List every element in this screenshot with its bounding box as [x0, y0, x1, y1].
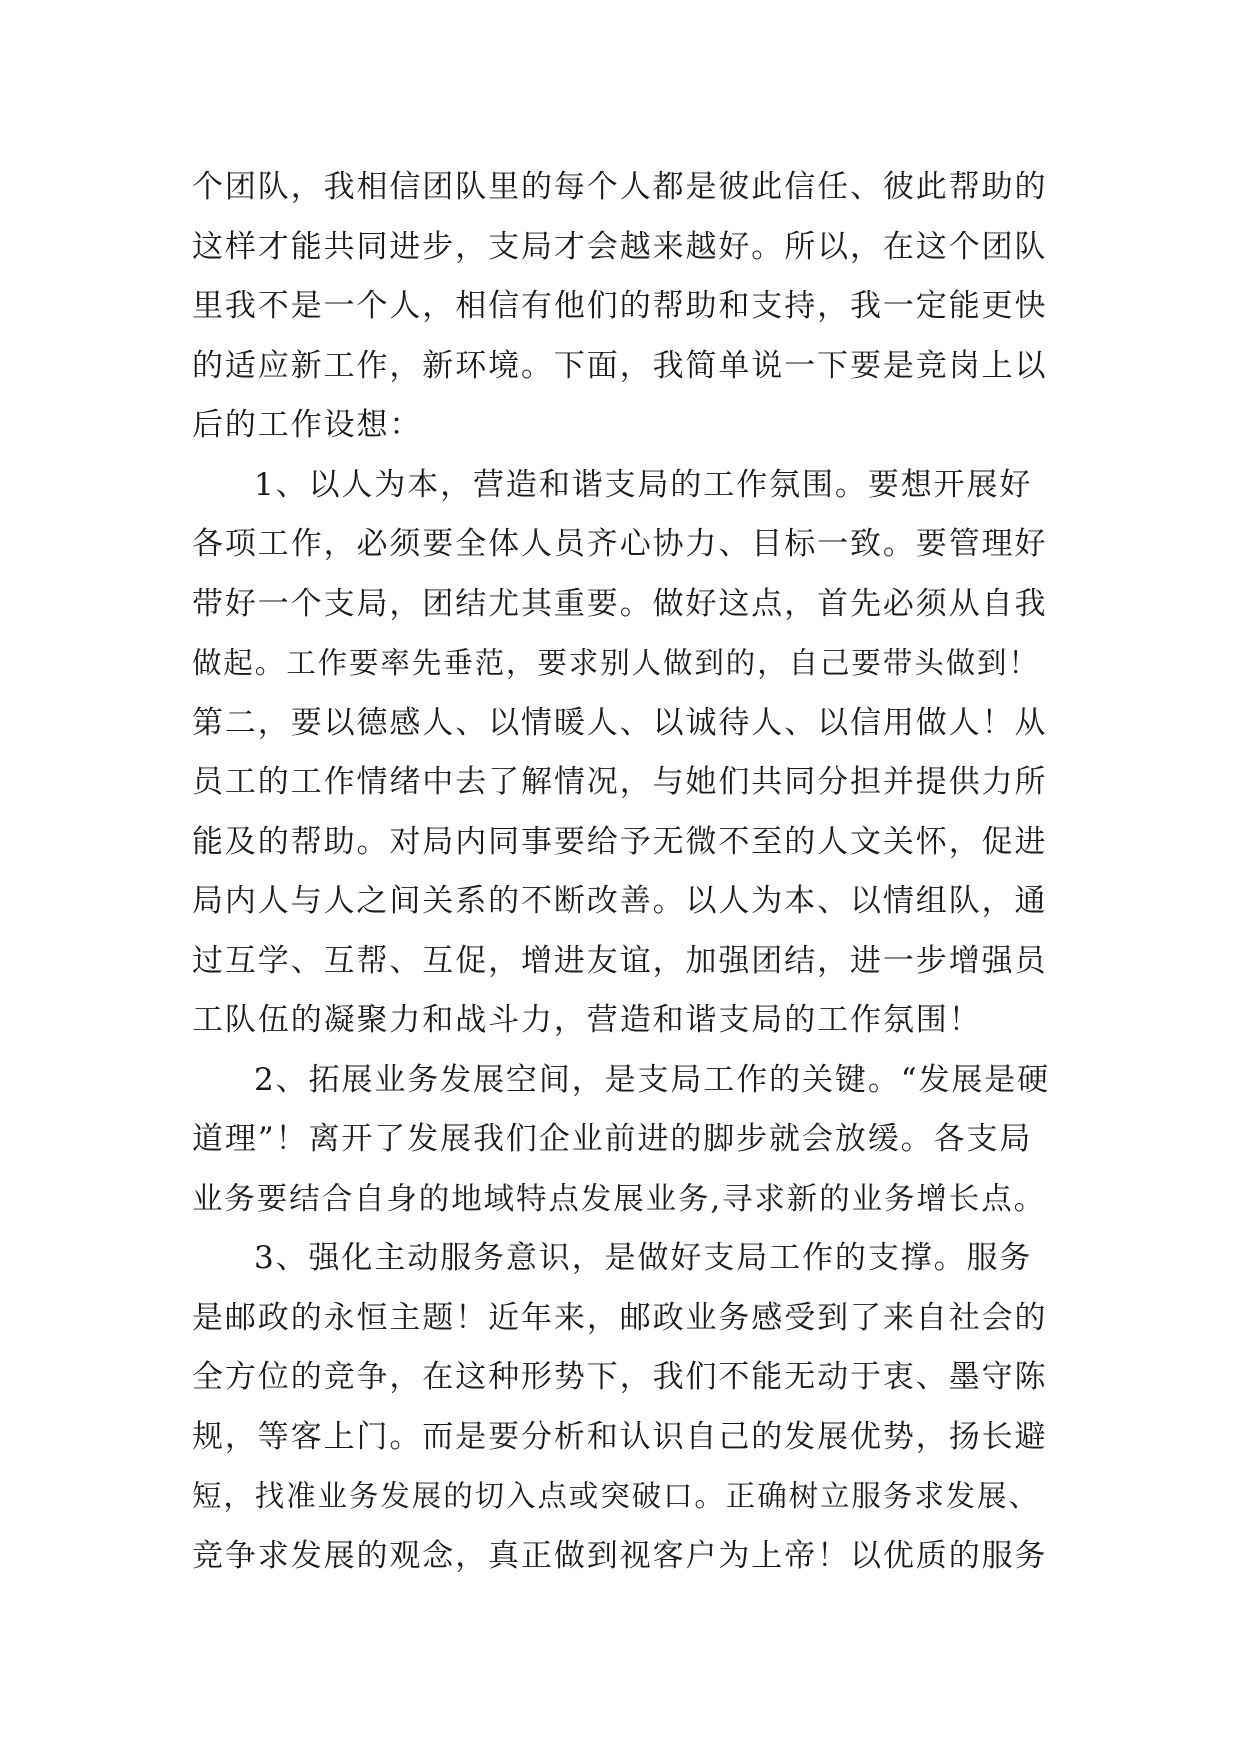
text-line: 是邮政的永恒主题！近年来，邮政业务感受到了来自社会的 [192, 1299, 1048, 1336]
text-line: 各项工作，必须要全体人员齐心协力、目标一致。要管理好 [192, 526, 1048, 562]
text-line: 的适应新工作，新环境。下面，我简单说一下要是竞岗上以 [192, 347, 1048, 384]
paragraph-intro [192, 158, 1052, 456]
paragraph-point-2 [192, 1051, 1052, 1230]
text-line: 竞争求发展的观念，真正做到视客户为上帝！以优质的服务 [192, 1537, 1048, 1574]
text-line: 业务要结合自身的地域特点发展业务,寻求新的业务增长点。 [192, 1181, 1046, 1217]
text-line: 后的工作设想： [192, 407, 423, 443]
text-line: 能及的帮助。对局内同事要给予无微不至的人文关怀，促进 [192, 823, 1048, 860]
text-line: 个团队，我相信团队里的每个人都是彼此信任、彼此帮助的 [192, 169, 1048, 205]
paragraph-point-3 [192, 1229, 1052, 1586]
body-text [192, 158, 1052, 1586]
text-line: 里我不是一个人，相信有他们的帮助和支持，我一定能更快 [192, 288, 1048, 324]
paragraph-point-1 [192, 456, 1052, 1051]
text-line: 这样才能共同进步，支局才会越来越好。所以，在这个团队 [192, 228, 1048, 265]
text-line: 2、拓展业务发展空间，是支局工作的关键。“发展是硬 [254, 1061, 1051, 1098]
text-line: 3、强化主动服务意识，是做好支局工作的支撑。服务 [254, 1240, 1033, 1276]
text-line: 工队伍的凝聚力和战斗力，营造和谐支局的工作氛围！ [192, 1002, 982, 1038]
text-line: 全方位的竞争，在这种形势下，我们不能无动于衷、墨守陈 [192, 1359, 1048, 1395]
text-line: 过互学、互帮、互促，增进友谊，加强团结，进一步增强员 [192, 942, 1048, 979]
text-line: 道理”！离开了发展我们企业前进的脚步就会放缓。各支局 [192, 1121, 1033, 1157]
text-line: 1、以人为本，营造和谐支局的工作氛围。要想开展好 [254, 466, 1033, 503]
text-line: 规，等客上门。而是要分析和认识自己的发展优势，扬长避 [192, 1418, 1048, 1455]
text-line: 做起。工作要率先垂范，要求别人做到的，自己要带头做到！ [192, 646, 1040, 680]
text-line: 带好一个支局，团结尤其重要。做好这点，首先必须从自我 [192, 585, 1048, 622]
text-line: 第二，要以德感人、以情暖人、以诚待人、以信用做人！从 [192, 704, 1048, 741]
text-line: 短，找准业务发展的切入点或突破口。正确树立服务求发展、 [192, 1479, 1040, 1513]
text-line: 局内人与人之间关系的不断改善。以人为本、以情组队，通 [192, 883, 1048, 919]
text-line: 员工的工作情绪中去了解情况，与她们共同分担并提供力所 [192, 764, 1048, 800]
